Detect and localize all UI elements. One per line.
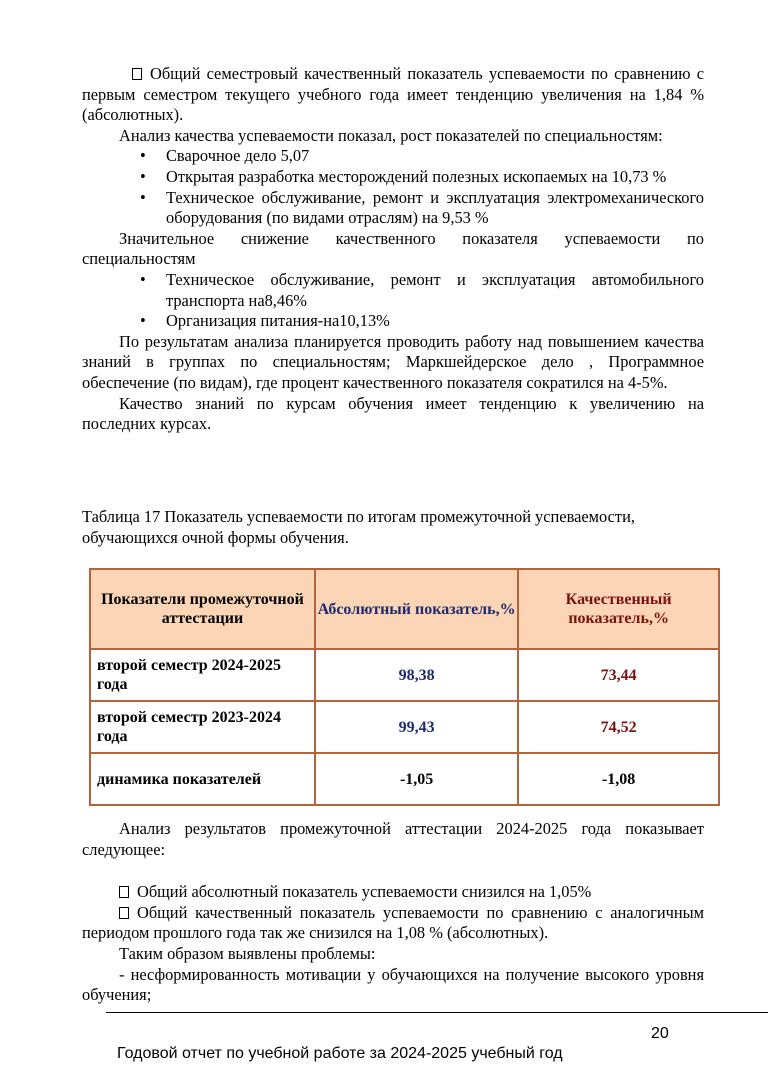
checkbox-glyph-icon xyxy=(119,886,129,898)
lower-text-block xyxy=(82,819,704,1006)
list-item: • Сварочное дело 5,07 xyxy=(140,146,310,166)
bullet-icon: • xyxy=(140,311,146,331)
list-item: • Организация питания-на10,13% xyxy=(140,311,390,331)
decline-list xyxy=(82,270,704,332)
list-item: • Открытая разработка месторождений полезных ископаемых на 10,73 % xyxy=(140,166,667,186)
paragraph-analysis-intro: Анализ качества успеваемости показал, рост показателей по специальностям: xyxy=(119,125,663,145)
paragraph-plan: По результатам анализа планируется проводить работу над повышением качества знаний в группах по специальностям; Маркшейдерское дело , Программное обеспечение (по видам), где процент качественного показателя сократился на 4-5%. xyxy=(82,331,704,392)
row-label: динамика показателей xyxy=(90,753,315,805)
paragraph-results-intro: Анализ результатов промежуточной аттестации 2024-2025 года показывает следующее: xyxy=(82,819,704,859)
upper-text-block xyxy=(82,64,704,435)
paragraph-problems: Таким образом выявлены проблемы: xyxy=(119,943,376,963)
quality-value: 74,52 xyxy=(518,701,719,753)
table-caption: Таблица 17 Показатель успеваемости по итогам промежуточной успеваемости, обучающихся очной формы обучения. xyxy=(82,507,635,547)
bullet-icon: • xyxy=(140,187,146,207)
table-row xyxy=(90,753,719,805)
header-absolute: Абсолютный показатель,% xyxy=(315,569,518,649)
absolute-value: -1,05 xyxy=(315,753,518,805)
paragraph-absolute-decline: Общий абсолютный показатель успеваемости снизился на 1,05% xyxy=(82,882,704,903)
paragraph-motivation: - несформированность мотивации у обучающихся на получение высокого уровня обучения; xyxy=(82,964,704,1005)
absolute-value: 98,38 xyxy=(315,649,518,701)
page-footer: Годовой отчет по учебной работе за 2024-2025 учебный год xyxy=(117,1045,563,1062)
results-table xyxy=(89,568,720,806)
growth-list xyxy=(82,146,704,228)
checkbox-glyph-icon xyxy=(119,907,129,919)
bullet-icon: • xyxy=(140,146,146,166)
page-number: 20 xyxy=(651,1025,669,1042)
paragraph-decline-intro: Значительное снижение качественного показателя успеваемости по специальностям xyxy=(82,228,704,269)
table-header-row xyxy=(90,569,719,649)
quality-value: -1,08 xyxy=(518,753,719,805)
quality-value: 73,44 xyxy=(518,649,719,701)
checkbox-glyph-icon xyxy=(132,68,142,80)
list-item: • Техническое обслуживание, ремонт и эксплуатация электромеханического оборудования (по видами отраслям) на 9,53 % xyxy=(140,187,704,228)
paragraph-quality-decline: Общий качественный показатель успеваемости по сравнению с аналогичным периодом прошлого года так же снизился на 1,08 % (абсолютных). xyxy=(82,902,704,943)
absolute-value: 99,43 xyxy=(315,701,518,753)
header-quality: Качественный показатель,% xyxy=(518,569,719,649)
table-row xyxy=(90,701,719,753)
row-label: второй семестр 2023-2024 года xyxy=(90,701,315,753)
header-indicators: Показатели промежуточной аттестации xyxy=(90,569,315,649)
paragraph-semester-quality: Общий семестровый качественный показатель успеваемости по сравнению с первым семестром текущего учебного года имеет тенденцию увеличения на 1,84 % (абсолютных). xyxy=(82,64,704,125)
row-label: второй семестр 2024-2025 года xyxy=(90,649,315,701)
table-row xyxy=(90,649,719,701)
bullet-icon: • xyxy=(140,269,146,289)
paragraph-course-quality: Качество знаний по курсам обучения имеет тенденцию к увеличению на последних курсах. xyxy=(82,393,704,434)
footer-divider xyxy=(106,1012,768,1013)
bullet-icon: • xyxy=(140,166,146,186)
list-item: • Техническое обслуживание, ремонт и эксплуатация автомобильного транспорта на8,46% xyxy=(140,269,704,310)
